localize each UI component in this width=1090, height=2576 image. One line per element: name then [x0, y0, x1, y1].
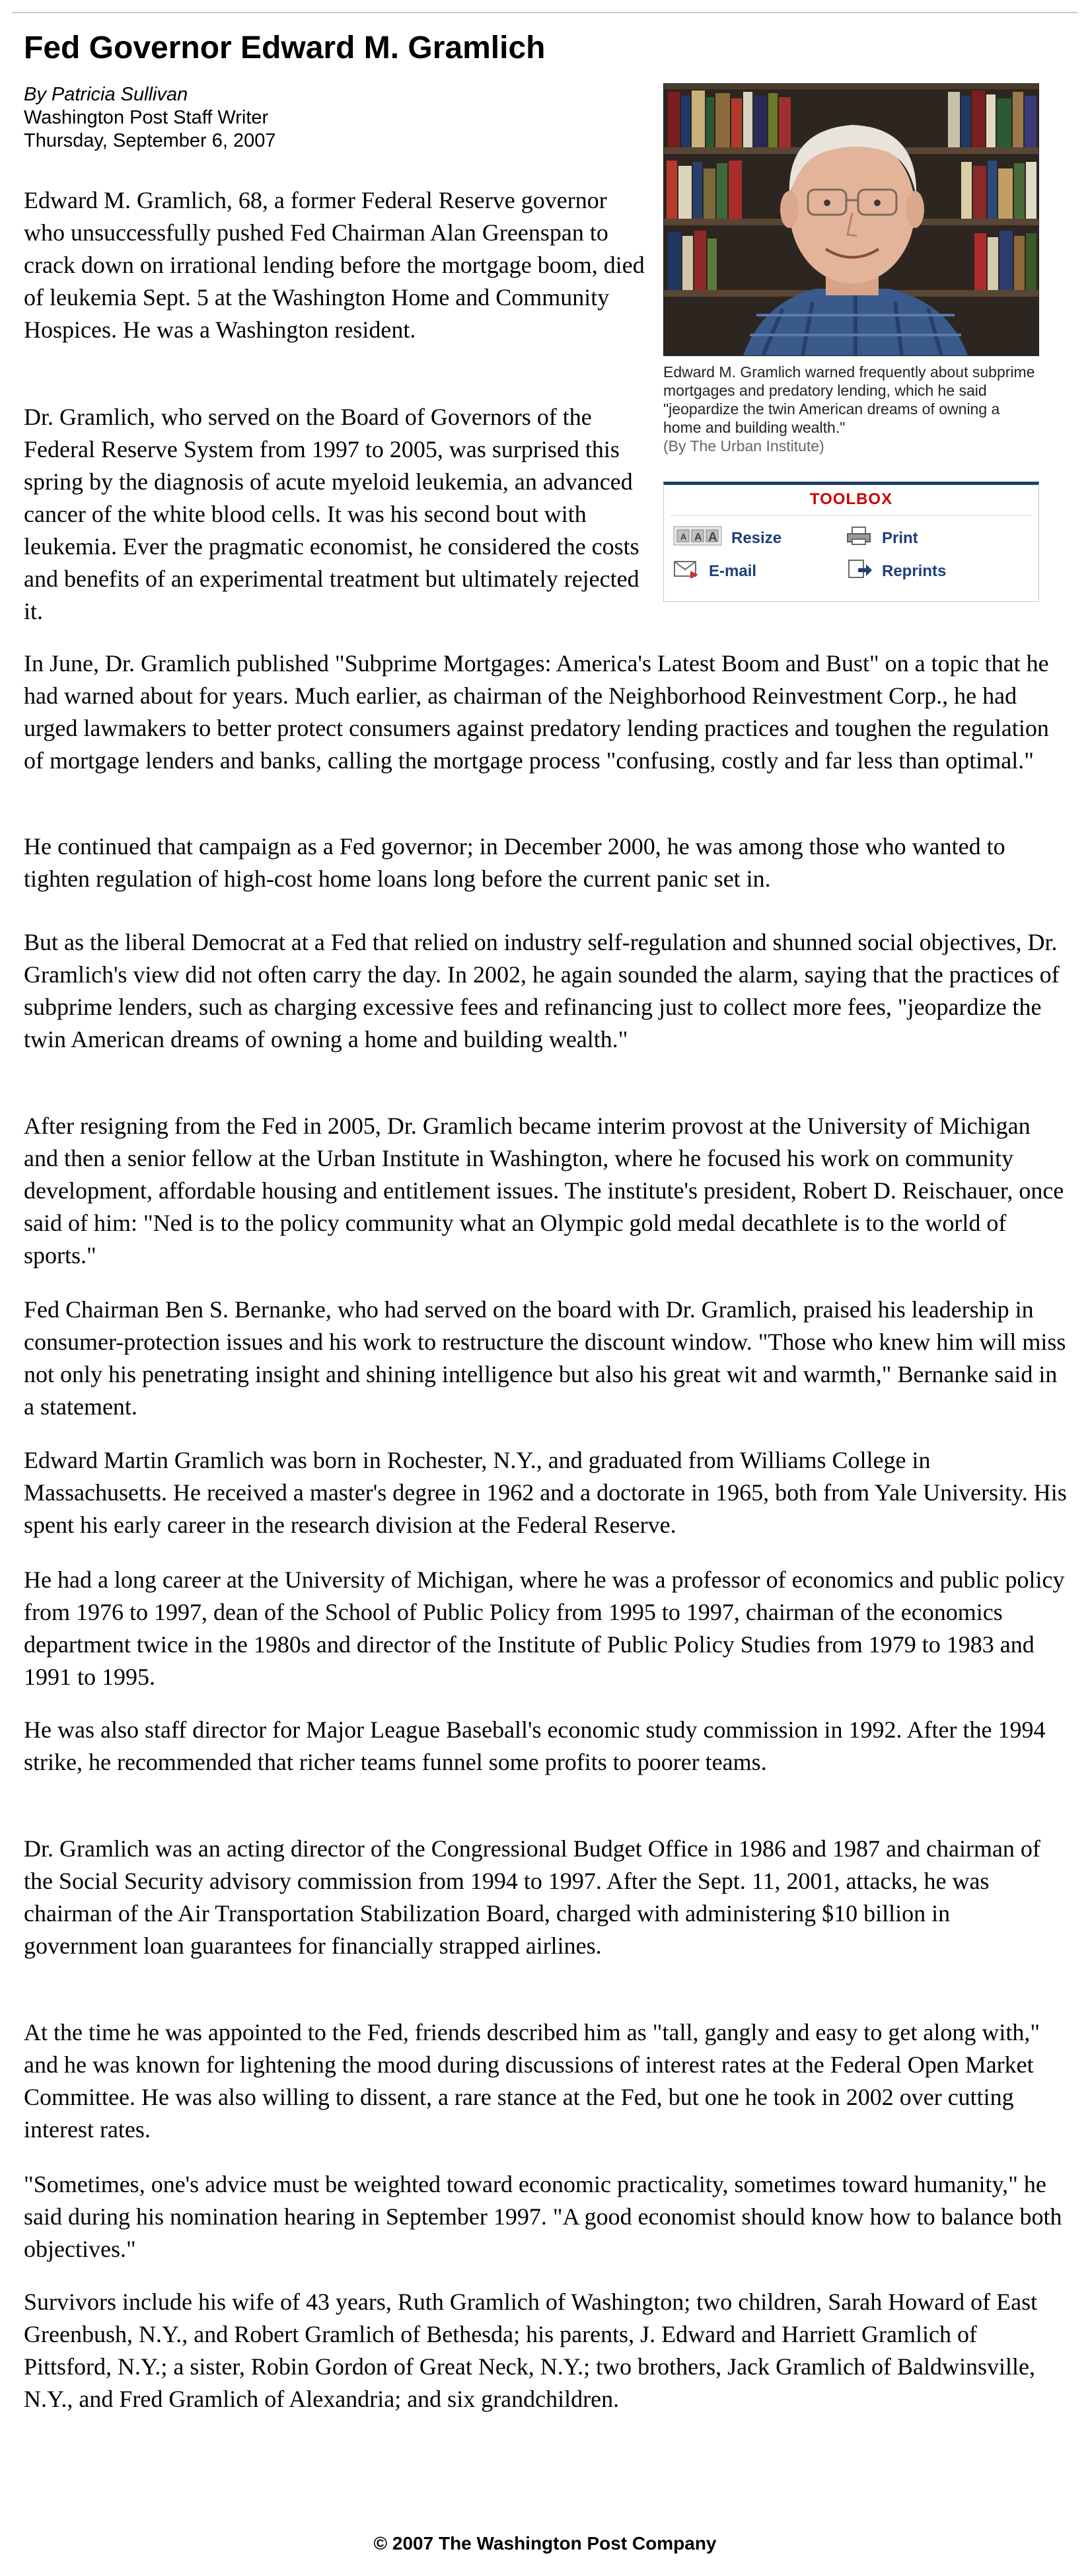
top-divider	[12, 12, 1078, 13]
byline-author: By Patricia Sullivan	[24, 84, 188, 105]
print-label: Print	[882, 529, 918, 547]
paragraph: In June, Dr. Gramlich published "Subprime Mortgages: America's Latest Boom and Bust" on a topic that he had warned about for years. Much earlier, as chairman of the Neighborhood Reinvestment Corp., he had urged lawmakers to better protect consumers against predatory lending practices and toughen the regulation of mortgage lenders and banks, calling the mortgage process "confusing, costly and far less than optimal."	[24, 650, 1049, 774]
paragraph: He was also staff director for Major League Baseball's economic study commission in 1992. After the 1994 strike, he recommended that richer teams funnel some profits to poorer teams.	[24, 1716, 1046, 1775]
headline: Fed Governor Edward M. Gramlich	[24, 30, 546, 65]
toolbox	[663, 482, 1039, 602]
resize-label: Resize	[731, 529, 782, 547]
paragraph: Edward M. Gramlich, 68, a former Federal Reserve governor who unsuccessfully pushed Fed Chairman Alan Greenspan to crack down on irrational lending before the mortgage boom, died of leukemia Sept. 5 at the Washington Home and Community Hospices. He was a Washington resident.	[24, 187, 645, 343]
paragraph: Dr. Gramlich, who served on the Board of Governors of the Federal Reserve System from 1997 to 2005, was surprised this spring by the diagnosis of acute myeloid leukemia, an advanced cancer of the white blood cells. It was his second bout with leukemia. Ever the pragmatic economist, he considered the costs and benefits of an experimental treatment but ultimately rejected it.	[24, 404, 639, 624]
resize-button[interactable]	[673, 526, 781, 550]
printer-icon	[846, 526, 873, 550]
resize-icon	[673, 526, 722, 550]
email-icon	[673, 559, 700, 583]
paragraph: At the time he was appointed to the Fed, friends described him as "tall, gangly and easy to get along with," and he was known for lightening the mood during discussions of interest rates at the Federal Open Market Committee. He was also willing to dissent, a rare stance at the Fed, but one he took in 2002 over cutting interest rates.	[24, 2019, 1040, 2143]
article-photo	[663, 83, 1039, 356]
paragraph: Fed Chairman Ben S. Bernanke, who had served on the board with Dr. Gramlich, praised his leadership in consumer-protection issues and his work to restructure the discount window. "Those who knew him will miss not only his penetrating insight and shining intelligence but also his great wit and warmth," Bernanke said in a statement.	[24, 1296, 1066, 1420]
byline-date: Thursday, September 6, 2007	[24, 130, 276, 151]
email-label: E-mail	[709, 562, 757, 580]
copyright-footer: © 2007 The Washington Post Company	[373, 2533, 717, 2554]
photo-credit: (By The Urban Institute)	[663, 437, 824, 455]
paragraph: Dr. Gramlich was an acting director of the Congressional Budget Office in 1986 and 1987 and chairman of the Social Security advisory commission from 1994 to 1997. After the Sept. 11, 2001, attacks, he was chairman of the Air Transportation Stabilization Board, charged with administering $10 billion in government loan guarantees for financially strapped airlines.	[24, 1835, 1040, 1959]
toolbox-title: TOOLBOX	[809, 490, 893, 508]
svg-text:A: A	[694, 532, 702, 543]
byline-role: Washington Post Staff Writer	[24, 107, 269, 128]
reprints-icon	[846, 559, 873, 583]
paragraph: He had a long career at the University of Michigan, where he was a professor of economics and public policy from 1976 to 1997, dean of the School of Public Policy from 1995 to 1997, chairman of the economics department twice in the 1980s and director of the Institute of Public Policy Studies from 1979 to 1983 and 1991 to 1995.	[24, 1566, 1065, 1690]
byline	[24, 83, 276, 153]
reprints-label: Reprints	[882, 562, 947, 580]
svg-text:A: A	[708, 531, 717, 544]
photo-caption	[663, 363, 1039, 455]
paragraph: He continued that campaign as a Fed governor; in December 2000, he was among those who wanted to tighten regulation of high-cost home loans long before the current panic set in.	[24, 833, 1005, 892]
paragraph: "Sometimes, one's advice must be weighted toward economic practicality, sometimes toward humanity," he said during his nomination hearing in September 1997. "A good economist should know how to balance both objectives."	[24, 2171, 1062, 2262]
paragraph: Edward Martin Gramlich was born in Rochester, N.Y., and graduated from Williams College in Massachusetts. He received a master's degree in 1962 and a doctorate in 1965, both from Yale University. His spent his early career in the research division at the Federal Reserve.	[24, 1447, 1067, 1538]
portrait-image	[664, 84, 1038, 355]
paragraph: After resigning from the Fed in 2005, Dr. Gramlich became interim provost at the University of Michigan and then a senior fellow at the Urban Institute in Washington, where he focused his work on community development, affordable housing and entitlement issues. The institute's president, Robert D. Reischauer, once said of him: "Ned is to the policy community what an Olympic gold medal decathlete is to the world of sports."	[24, 1113, 1064, 1269]
paragraph: Survivors include his wife of 43 years, Ruth Gramlich of Washington; two children, Sarah Howard of East Greenbush, N.Y., and Robert Gramlich of Bethesda; his parents, J. Edward and Harriett Gramlich of Pittsford, N.Y.; a sister, Robin Gordon of Great Neck, N.Y.; two brothers, Jack Gramlich of Baldwinsville, N.Y., and Fred Gramlich of Alexandria; and six grandchildren.	[24, 2289, 1038, 2412]
reprints-button[interactable]	[846, 559, 946, 583]
toolbox-divider	[671, 515, 1032, 516]
caption-text: Edward M. Gramlich warned frequently about subprime mortgages and predatory lending, which he said "jeopardize the twin American dreams of owning a home and building wealth."	[663, 363, 1035, 436]
sidebar	[663, 83, 1039, 602]
print-button[interactable]	[846, 526, 918, 550]
email-button[interactable]	[673, 559, 756, 583]
paragraph: But as the liberal Democrat at a Fed that relied on industry self-regulation and shunned social objectives, Dr. Gramlich's view did not often carry the day. In 2002, he again sounded the alarm, saying that the practices of subprime lenders, such as charging excessive fees and refinancing just to collect more fees, "jeopardize the twin American dreams of owning a home and building wealth."	[24, 929, 1060, 1052]
svg-text:A: A	[680, 532, 687, 542]
